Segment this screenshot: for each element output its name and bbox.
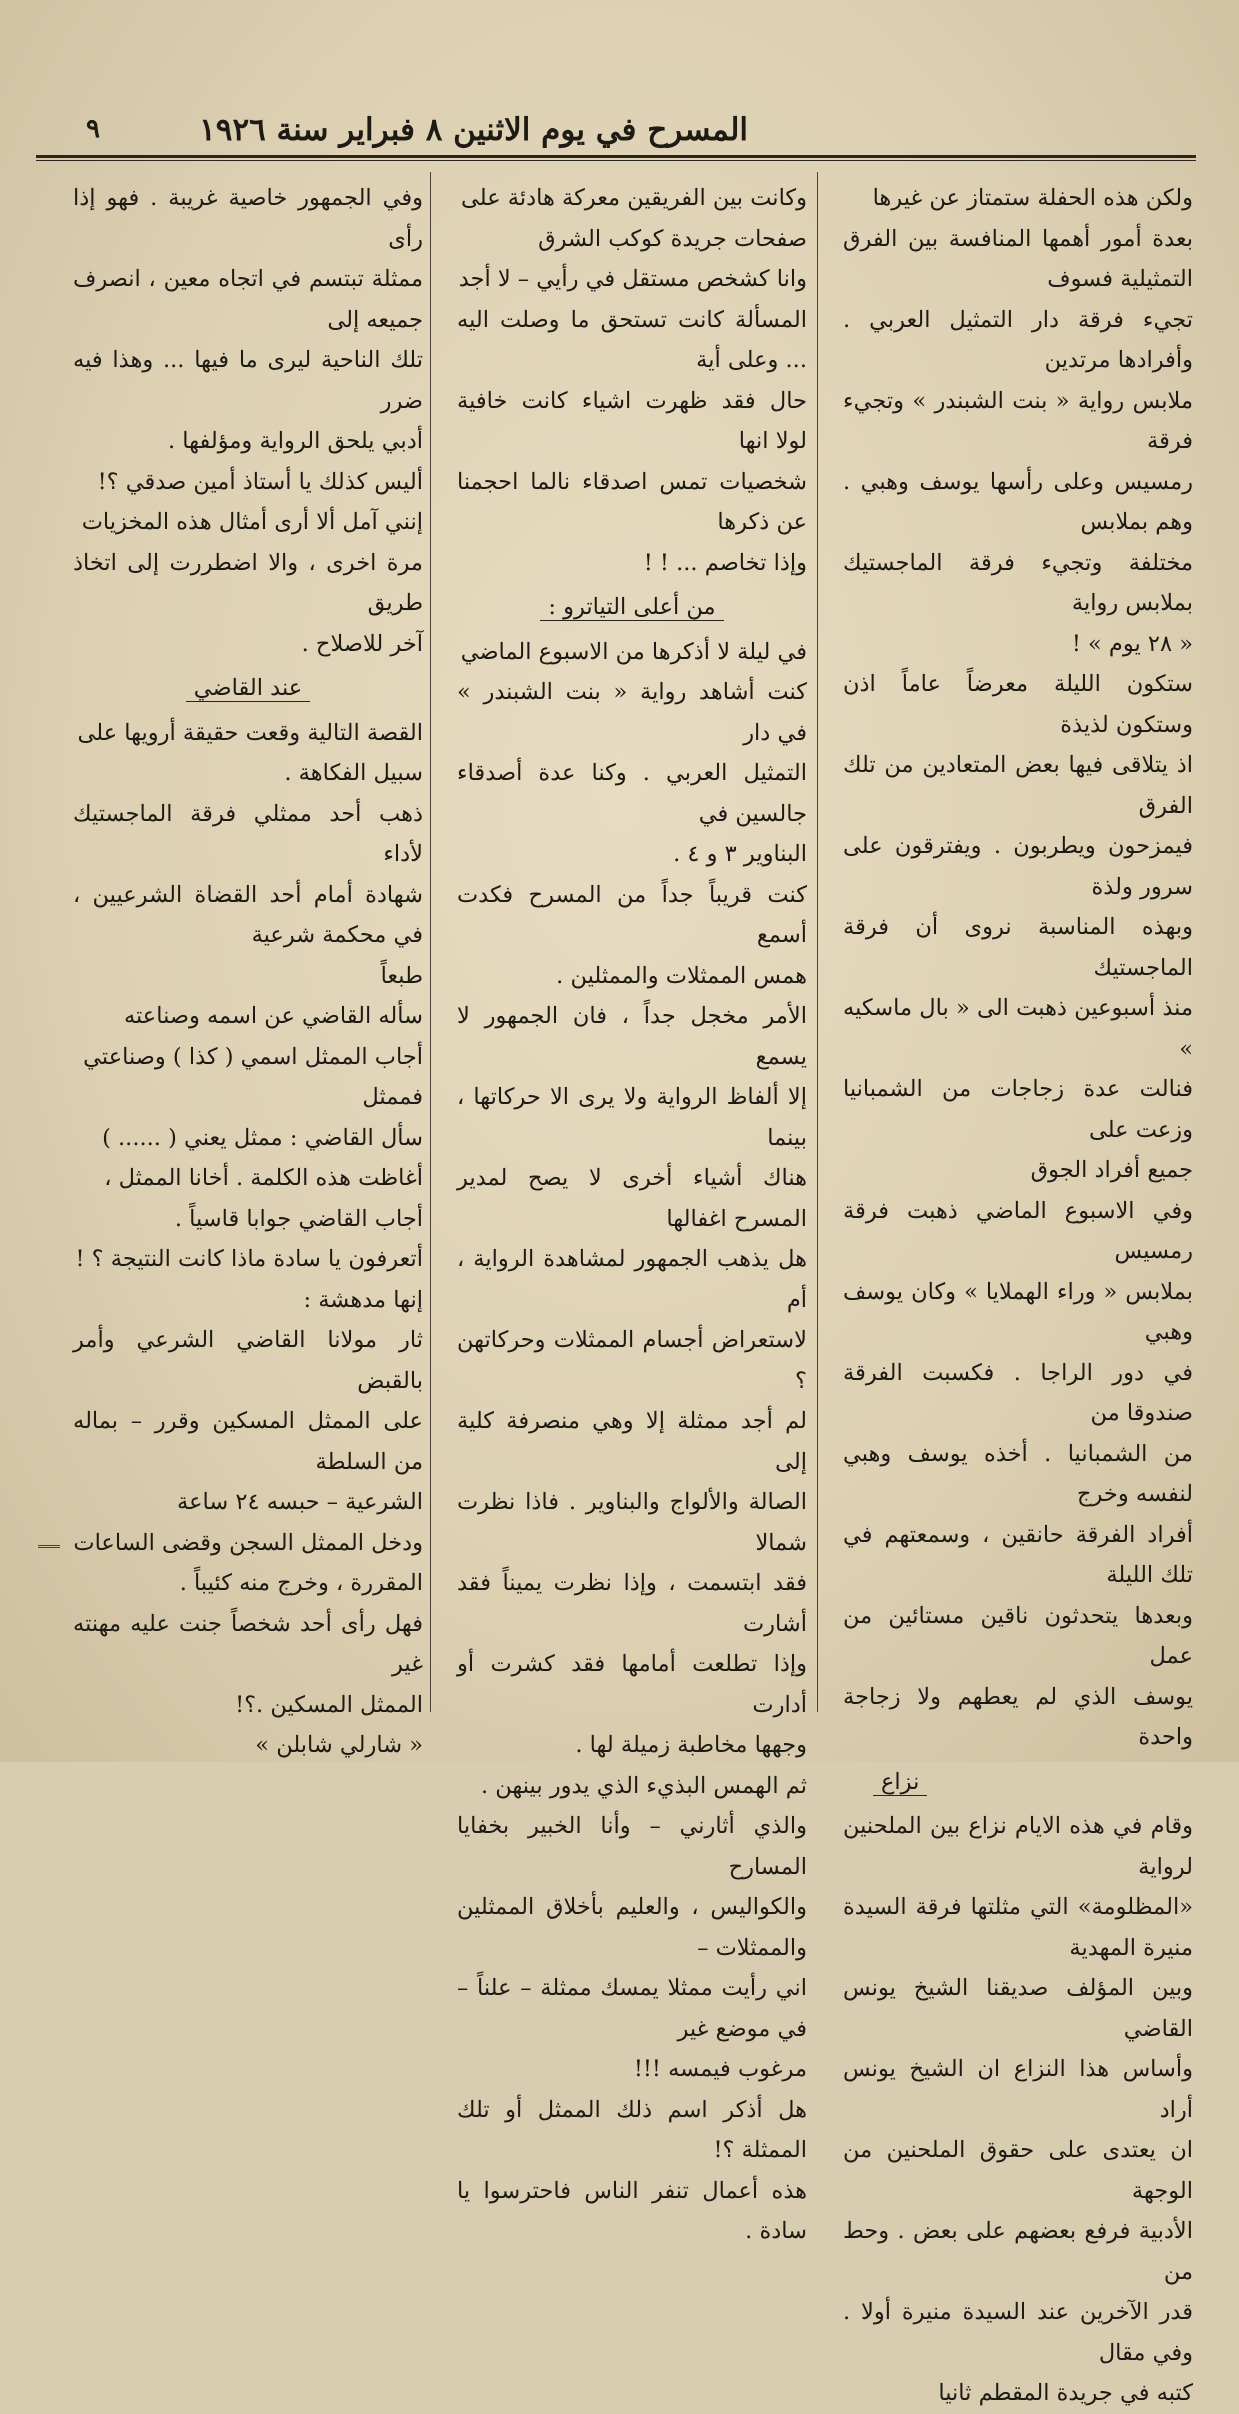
text-line: قدر الآخرين عند السيدة منيرة أولا . وفي مقال <box>843 2299 1193 2366</box>
text-line: القصة التالية وقعت حقيقة أرويها على <box>77 719 423 746</box>
text-line: والذي أثارني – وأنا الخبير بخفايا المسارح <box>457 1813 807 1880</box>
text-line: فهل رأى أحد شخصاً جنت عليه مهنته غير <box>73 1610 423 1677</box>
text-line: رمسيس وعلى رأسها يوسف وهبي . وهم بملابس <box>843 468 1193 535</box>
text-line: وإذا تطلعت أمامها فقد كشرت أو أدارت <box>457 1651 807 1718</box>
text-line: صفحات جريدة كوكب الشرق <box>538 225 807 252</box>
text-line: ودخل الممثل السجن وقضى الساعات <box>73 1529 423 1556</box>
column-divider <box>430 172 431 1712</box>
text-line: فيمزحون ويطربون . ويفترقون على سرور ولذة <box>843 833 1193 900</box>
text-line: وبعدها يتحدثون ناقين مستائين من عمل <box>843 1602 1193 1669</box>
text-line: وبين المؤلف صديقنا الشيخ يونس القاضي <box>843 1975 1193 2042</box>
page-number: ٩ <box>86 114 100 144</box>
section-heading: عند القاضي <box>73 668 423 709</box>
text-line: « شارلي شابلن » <box>255 1732 423 1758</box>
text-line: إنها مدهشة : <box>303 1286 423 1313</box>
text-line: المسألة كانت تستحق ما وصلت اليه ... وعلى أية <box>457 306 807 373</box>
column-middle <box>457 178 807 2244</box>
text-line: سأله القاضي عن اسمه وصناعته <box>123 1003 423 1029</box>
text-line: ثار مولانا القاضي الشرعي وأمر بالقبض <box>73 1327 423 1394</box>
text-line: وفي الاسبوع الماضي ذهبت فرقة رمسيس <box>843 1197 1193 1264</box>
text-line: البناوير ٣ و ٤ . <box>673 841 807 867</box>
text-line: وفي الجمهور خاصية غريبة . فهو إذا رأى <box>73 185 423 252</box>
text-line: كنت أشاهد رواية « بنت الشبندر » في دار <box>457 679 807 746</box>
section-heading: من أعلى التياترو : <box>457 587 807 628</box>
text-line: المقررة ، وخرج منه كئيباً . <box>179 1570 423 1596</box>
text-line: ولكن هذه الحفلة ستمتاز عن غيرها <box>872 185 1193 211</box>
text-line: بعدة أمور أهمها المنافسة بين الفرق التمثيلية فسوف <box>843 225 1193 292</box>
text-line: سبيل الفكاهة . <box>284 760 423 786</box>
text-line: ممثلة تبتسم في اتجاه معين ، انصرف جميعه إلى <box>73 266 423 333</box>
text-line: حال فقد ظهرت اشياء كانت خافية لولا انها <box>457 387 807 454</box>
text-line: شخصيات تمس اصدقاء نالما احجمنا عن ذكرها <box>457 468 807 535</box>
text-line: تلك الناحية ليرى ما فيها ... وهذا فيه ضرر <box>73 347 423 414</box>
text-line: إلا ألفاظ الرواية ولا يرى الا حركاتها ، بينما <box>457 1084 807 1151</box>
column-left <box>73 178 423 1758</box>
text-line: جميع أفراد الجوق <box>1030 1157 1193 1183</box>
text-line: الصالة والألواج والبناوير . فاذا نظرت شمالا <box>457 1489 807 1556</box>
text-line: الممثل المسكين .؟! <box>235 1691 423 1718</box>
text-line: مرغوب فيمسه !!! <box>633 2056 807 2082</box>
text-line: وقام في هذه الايام نزاع بين الملحنين لرواية <box>843 1813 1193 1880</box>
text-line: والكواليس ، والعليم بأخلاق الممثلين والممثلات – <box>457 1894 807 1961</box>
page-title: المسرح في يوم الاثنين ٨ فبراير سنة ١٩٢٦ <box>199 112 748 148</box>
text-line: أجاب القاضي جوابا قاسياً . <box>174 1205 423 1232</box>
text-line: فممثل <box>362 1084 423 1110</box>
text-line: ثم الهمس البذيء الذي يدور بينهن . <box>480 1772 807 1799</box>
text-line: همس الممثلات والممثلين . <box>556 962 807 989</box>
text-line: أليس كذلك يا أستاذ أمين صدقي ؟! <box>97 468 423 495</box>
column-right <box>843 178 1193 2406</box>
text-line: التمثيل العربي . وكنا عدة أصدقاء جالسين في <box>457 760 807 827</box>
text-line: أفراد الفرقة حانقين ، وسمعتهم في تلك الليلة <box>843 1521 1193 1588</box>
text-line: لاستعراض أجسام الممثلات وحركاتهن ؟ <box>457 1327 807 1394</box>
text-line: الأمر مخجل جداً ، فان الجمهور لا يسمع <box>457 1003 807 1070</box>
text-line: ان يعتدى على حقوق الملحنين من الوجهة <box>843 2137 1193 2204</box>
text-line: في دور الراجا . فكسبت الفرقة صندوقا من <box>843 1359 1193 1426</box>
text-line: اذ يتلاقى فيها بعض المتعادين من تلك الفرق <box>843 752 1193 819</box>
text-line: أدبي يلحق الرواية ومؤلفها . <box>167 428 423 454</box>
text-line: ستكون الليلة معرضاً عاماً اذن وستكون لذيذة <box>843 671 1193 738</box>
text-line: في ليلة لا أذكرها من الاسبوع الماضي <box>460 638 807 665</box>
text-line: سأل القاضي : ممثل يعني ( ...... ) <box>102 1124 423 1151</box>
text-line: فنالت عدة زجاجات من الشمبانيا وزعت على <box>843 1076 1193 1143</box>
text-line: على الممثل المسكين وقرر – بماله من السلطة <box>73 1408 423 1475</box>
header-rule <box>36 155 1196 158</box>
text-line: من الشمبانيا . أخذه يوسف وهبي لنفسه وخرج <box>843 1440 1193 1507</box>
text-line: وكانت بين الفريقين معركة هادئة على <box>461 185 807 211</box>
text-line: الشرعية – حبسه ٢٤ ساعة <box>177 1489 423 1515</box>
page-header <box>38 92 1188 162</box>
text-line: وانا كشخص مستقل في رأيي – لا أجد <box>458 266 807 292</box>
text-line: كنت قريباً جداً من المسرح فكدت أسمع <box>457 881 807 948</box>
text-line: ذهب أحد ممثلي فرقة الماجستيك لأداء <box>73 800 423 867</box>
text-line: تجيء فرقة دار التمثيل العربي . وأفرادها مرتدين <box>843 306 1193 373</box>
text-line: الأدبية فرفع بعضهم على بعض . وحط من <box>843 2218 1193 2285</box>
text-line: وإذا تخاصم ... ! ! <box>643 549 807 576</box>
column-divider <box>817 172 818 1712</box>
text-line: شهادة أمام أحد القضاة الشرعيين ، في محكمة شرعية <box>73 881 423 948</box>
text-line: وأساس هذا النزاع ان الشيخ يونس أراد <box>843 2056 1193 2123</box>
text-line: آخر للاصلاح . <box>301 630 423 657</box>
section-heading: نزاع <box>843 1762 1193 1803</box>
text-line: هذه أعمال تنفر الناس فاحترسوا يا سادة . <box>457 2177 807 2244</box>
text-line: لم أجد ممثلة إلا وهي منصرفة كلية إلى <box>457 1408 807 1475</box>
header-rule-thin <box>36 160 1196 161</box>
text-line: مختلفة وتجيء فرقة الماجستيك بملابس رواية <box>843 549 1193 616</box>
text-line: هناك أشياء أخرى لا يصح لمدير المسرح اغفالها <box>457 1165 807 1232</box>
text-line: اني رأيت ممثلا يمسك ممثلة – علناً – في موضع غير <box>457 1975 807 2042</box>
text-line: هل أذكر اسم ذلك الممثل أو تلك الممثلة ؟! <box>457 2096 807 2163</box>
text-line: وبهذه المناسبة نروى أن فرقة الماجستيك <box>843 914 1193 981</box>
text-line: بملابس « وراء الهملايا » وكان يوسف وهبي <box>843 1278 1193 1345</box>
text-line: أغاظت هذه الكلمة . أخانا الممثل ، <box>104 1165 423 1191</box>
text-line: مرة اخرى ، والا اضطررت إلى اتخاذ طريق <box>73 549 423 616</box>
text-line: فقد ابتسمت ، وإذا نظرت يميناً فقد أشارت <box>457 1570 807 1637</box>
text-line: منذ أسبوعين ذهبت الى « بال ماسكيه » <box>843 995 1193 1062</box>
text-line: يوسف الذي لم يعطهم ولا زجاجة واحدة <box>843 1683 1193 1750</box>
text-line: طبعاً <box>380 962 423 989</box>
text-line: «المظلومة» التي مثلتها فرقة السيدة منيرة المهدية <box>843 1894 1193 1961</box>
text-line: كتبه في جريدة المقطم ثانيا <box>938 2380 1193 2406</box>
text-line: أجاب الممثل اسمي ( كذا ) وصناعتي <box>83 1043 423 1070</box>
text-line: ملابس رواية « بنت الشبندر » وتجيء فرقة <box>843 387 1193 454</box>
text-line: « ٢٨ يوم » ! <box>1071 630 1193 657</box>
text-line: هل يذهب الجمهور لمشاهدة الرواية ، أم <box>457 1246 807 1313</box>
text-line: أتعرفون يا سادة ماذا كانت النتيجة ؟ ! <box>75 1246 423 1272</box>
text-line: وجهها مخاطبة زميلة لها . <box>575 1732 807 1758</box>
ornament-divider <box>38 1545 60 1552</box>
text-line: إنني آمل ألا أرى أمثال هذه المخزيات <box>81 509 423 535</box>
